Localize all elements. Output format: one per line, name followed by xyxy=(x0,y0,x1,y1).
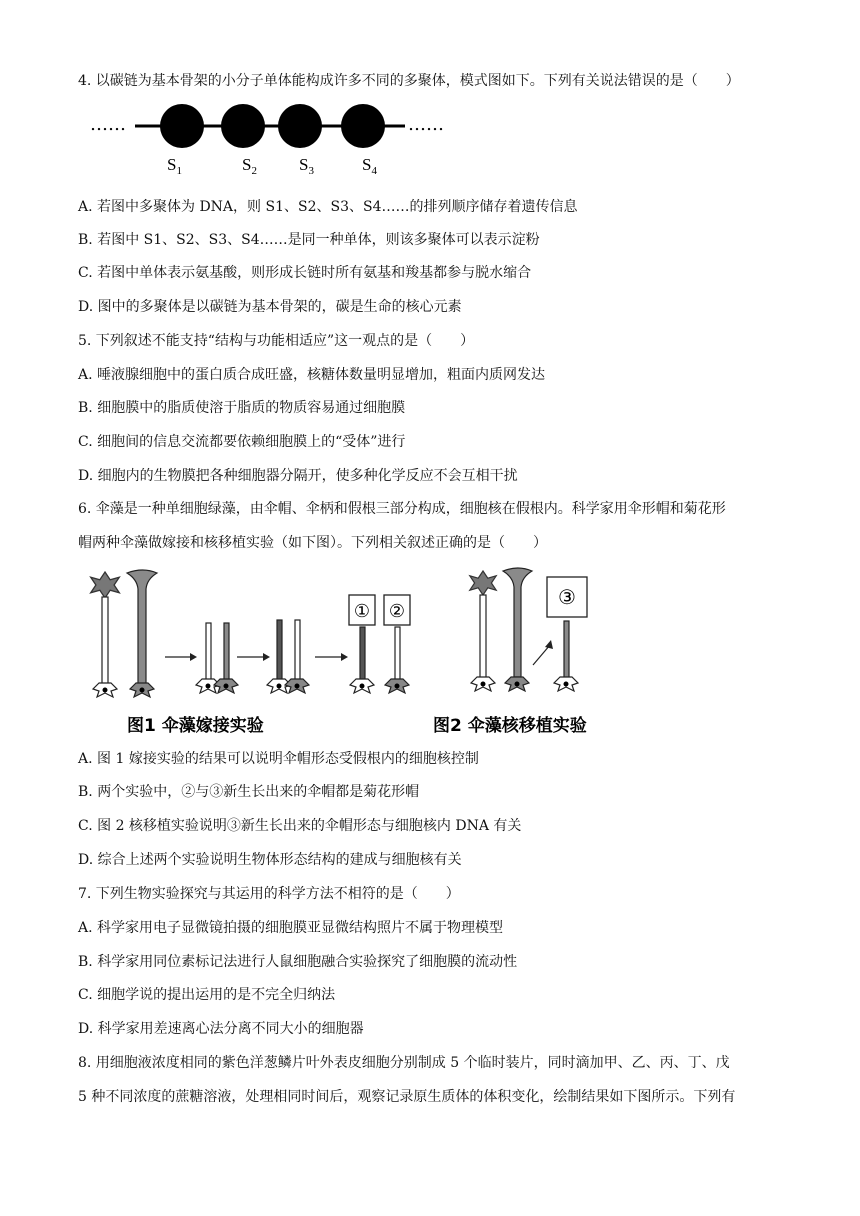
label-s3: $S_3$ xyxy=(299,155,314,177)
fig2-flower-alga xyxy=(470,571,496,691)
fig1-caption: 图1 伞藻嫁接实验 xyxy=(127,716,264,736)
q6-option-a: A. 图 1 嫁接实验的结果可以说明伞帽形态受假根内的细胞核控制 xyxy=(78,751,479,767)
fig2-caption: 图2 伞藻核移植实验 xyxy=(433,716,587,736)
q5-option-a: A. 唾液腺细胞中的蛋白质合成旺盛，核糖体数量明显增加，粗面内质网发达 xyxy=(78,367,546,383)
label-s4: $S_4$ xyxy=(362,155,377,177)
monomer-s4 xyxy=(341,104,385,148)
q7-option-d: D. 科学家用差速离心法分离不同大小的细胞器 xyxy=(78,1021,364,1037)
box-3-label: ③ xyxy=(558,585,576,609)
monomer-s1 xyxy=(160,104,204,148)
box-1-label: ① xyxy=(353,601,371,622)
fig1-original-umbrella-alga xyxy=(127,570,157,697)
q4-option-b: B. 若图中 S1、S2、S3、S4……是同一种单体，则该多聚体可以表示淀粉 xyxy=(78,232,540,248)
q6-option-d: D. 综合上述两个实验说明生物体形态结构的建成与细胞核有关 xyxy=(78,852,462,868)
q4-option-a: A. 若图中多聚体为 DNA，则 S1、S2、S3、S4……的排列顺序储存着遗传信息 xyxy=(78,199,578,215)
q6-stem-line2: 帽两种伞藻做嫁接和核移植实验（如下图）。下列相关叙述正确的是（ ） xyxy=(78,535,547,551)
q7-option-c: C. 细胞学说的提出运用的是不完全归纳法 xyxy=(78,987,336,1003)
q6-option-c: C. 图 2 核移植实验说明③新生长出来的伞帽形态与细胞核内 DNA 有关 xyxy=(78,818,522,834)
polymer-diagram xyxy=(85,100,455,182)
q5-option-d: D. 细胞内的生物膜把各种细胞器分隔开，使多种化学反应不会互相干扰 xyxy=(78,468,518,484)
fig1-grafted-pair-2 xyxy=(267,620,309,693)
q5-stem: 5. 下列叙述不能支持“结构与功能相适应”这一观点的是（ ） xyxy=(78,333,475,349)
q6-option-b: B. 两个实验中，②与③新生长出来的伞帽都是菊花形帽 xyxy=(78,784,420,800)
q8-stem-line2: 5 种不同浓度的蔗糖溶液，处理相同时间后，观察记录原生质体的体积变化，绘制结果如下图所示。下列有 xyxy=(78,1089,736,1105)
q8-stem-line1: 8. 用细胞液浓度相同的紫色洋葱鳞片叶外表皮细胞分别制成 5 个临时装片，同时滴加甲、乙、丙、丁、戊 xyxy=(78,1055,730,1071)
fig2-umbrella-alga xyxy=(503,568,532,691)
box-2-label: ② xyxy=(388,601,406,622)
dots-right: …… xyxy=(408,114,444,135)
acetabularia-figure xyxy=(85,565,625,740)
q4-option-c: C. 若图中单体表示氨基酸，则形成长链时所有氨基和羧基都参与脱水缩合 xyxy=(78,265,532,281)
fig2-transplant-result xyxy=(554,621,578,691)
monomer-s2 xyxy=(221,104,265,148)
q5-option-b: B. 细胞膜中的脂质使溶于脂质的物质容易通过细胞膜 xyxy=(78,400,406,416)
q4-stem: 4. 以碳链为基本骨架的小分子单体能构成许多不同的多聚体，模式图如下。下列有关说法错误的是（ ） xyxy=(78,73,740,89)
q6-stem-line1: 6. 伞藻是一种单细胞绿藻，由伞帽、伞柄和假根三部分构成，细胞核在假根内。科学家用伞形帽和菊花形 xyxy=(78,501,726,517)
fig1-grafted-pair-1 xyxy=(196,623,238,693)
q5-option-c: C. 细胞间的信息交流都要依赖细胞膜上的“受体”进行 xyxy=(78,434,406,450)
q4-option-d: D. 图中的多聚体是以碳链为基本骨架的，碳是生命的核心元素 xyxy=(78,299,462,315)
monomer-s3 xyxy=(278,104,322,148)
label-s2: $S_2$ xyxy=(242,155,257,177)
dots-left: …… xyxy=(90,114,126,135)
fig1-original-flower-alga xyxy=(91,572,120,697)
label-s1: $S_1$ xyxy=(167,155,182,177)
q7-stem: 7. 下列生物实验探究与其运用的科学方法不相符的是（ ） xyxy=(78,886,460,902)
q7-option-b: B. 科学家用同位素标记法进行人鼠细胞融合实验探究了细胞膜的流动性 xyxy=(78,954,518,970)
q7-option-a: A. 科学家用电子显微镜拍摄的细胞膜亚显微结构照片不属于物理模型 xyxy=(78,920,504,936)
fig1-result xyxy=(350,627,409,693)
